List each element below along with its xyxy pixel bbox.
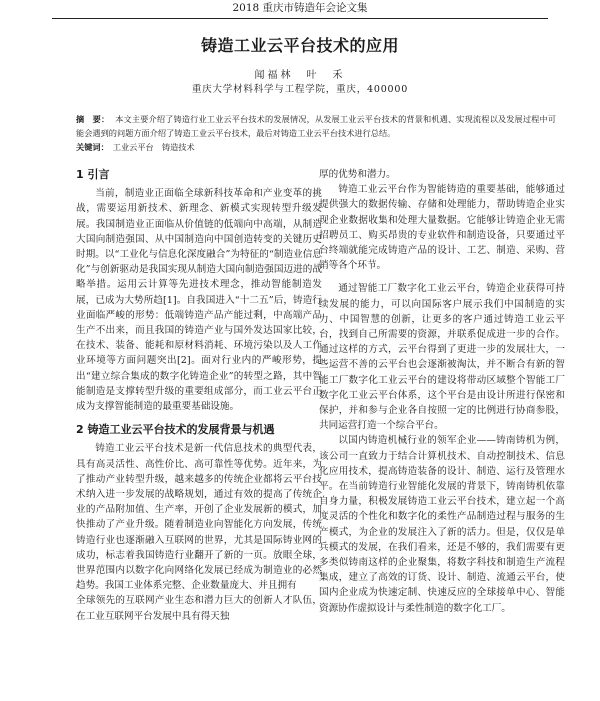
paragraph: 通过智能工厂数字化工业云平台，铸造企业获得可持续发展的能力，可以向国际客户展示我们中国制造的实力、中国智慧的创新，让更多的客户通过铸造工业云平台，找到自己所需要的资源，并联系促成进一步的合作。通过这样的方式，云平台得到了更进一步的发展壮大，一些运营不善的云平台也会逐渐被淘汰，并不断合有新的智能工厂数字化工业云平台的建设将带动区域整个智能工厂数字化工业云平台体系，这个平台是由设计所进行保密和保护，并和参与企业各自按照一定的比例进行协商参股，共同运营打造一个综合平台。 [319, 283, 565, 432]
keywords-text: 工业云平台 铸造技术 [112, 142, 195, 152]
author-list: 闻福林 叶 禾 [254, 70, 346, 81]
paragraph: 铸造工业云平台作为智能铸造的重要基础，能够通过提供强大的数据传输、存储和处理能力，帮助铸造企业实现企业数据收集和处理大量数据。它能够让铸造企业无需招聘员工、购买昂贵的专业软件和制造设备，只要通过平台终端就能完成铸造产品的设计、工艺、制造、采购、营销等各个环节。 [319, 184, 565, 272]
abstract-text: 本文主要介绍了铸造行业工业云平台技术的发展情况，从发展工业云平台技术的背景和机遇、实现流程以及发展过程中可能会遇到的问题方面介绍了铸造工业云平台技术，最后对铸造工业云平台技术进行总结。 [76, 114, 556, 138]
keywords [76, 141, 556, 153]
abstract-label: 摘 要： [76, 114, 110, 124]
paper-title: 铸造工业云平台技术的应用 [200, 36, 399, 55]
abstract [76, 112, 556, 140]
right-column [319, 167, 565, 616]
section-heading-intro: 1 引言 [76, 168, 110, 181]
section-heading-background: 2 铸造工业云平台技术的发展背景与机遇 [76, 423, 275, 437]
paragraph: 厚的优势和潜力。 [319, 169, 396, 180]
paragraph: 全球领先的互联网产业生态和潜力巨大的创新人才队伍，在工业互联网平台发展中具有得天独 [76, 595, 322, 622]
journal-header [0, 0, 600, 22]
paragraph: 当前，制造业正面临全球新科技革命和产业变革的挑战，需要运用新技术、新理念、新模式实现转型升级发展。我国制造业正面临从价值链的低端向中高端，从制造大国向制造强国、从中国制造向中国创造转变的关键历史时期。以“工业化与信息化深度融合”为特征的“制造业信息化”与创新驱动是我国实现从制造大国向制造强国迈进的战略举措。运用云计算等先进技术理念，推动智能制造发展，已成为大势所趋[1]。自我国进入“十二五”后，铸造行业面临严峻的形势：低端铸造产品产能过剩，中高端产品生产不出来，而且我国的铸造产业与国外发达国家比较，在技术、装备、能耗和原材料消耗、环境污染以及人工作业环境等方面问题突出[2]。面对行业内的严峻形势，提出“建立综合集成的数字化铸造企业”的转型之路，其中智能制造是支撑转型升级的重要组成部分，而工业云平台正成为支撑智能制造的最重要基础设施。 [76, 188, 322, 413]
affiliation: 重庆大学材料科学与工程学院，重庆，400000 [191, 84, 409, 95]
left-column [76, 167, 322, 624]
header-text: 2018 重庆市铸造年会论文集 [232, 2, 368, 14]
paragraph: 以国内铸造机械行业的领军企业——铸南铸机为例，该公司一直致力于结合计算机技术、自动控制技术、信息化应用技术，提高铸造装备的设计、制造、运行及管理水平。在当前铸造行业智能化发展的背景下，铸南铸机依靠自身力量，积极发展铸造工业云平台技术，建立起一个高度灵活的个性化和数字化的柔性产品制造过程与服务的生产模式，为企业的发展注入了新的活力。但是，仅仅是单兵模式的发展，在我们看来，还是不够的，我们需要有更多类似铸南这样的企业聚集，将数字科技和制造生产流程集成，建立了高效的订货、设计、制造、流通云平台，使国内企业成为快速定制、快速反应的全球接单中心、智能资源协作虚拟设计与柔性制造的数字化工厂。 [319, 435, 565, 614]
keywords-label: 关键词： [76, 142, 109, 152]
paragraph: 铸造工业云平台技术是新一代信息技术的典型代表，具有高灵活性、高性价比、高可靠性等优势。近年来，为了推动产业转型升级，越来越多的传统企业都将云平台技术纳入进一步发展的战略规划，通过有效的提高了传统企业的产品附加值、生产率，开创了企业发展新的模式，加快推动了产业升级。随着制造业向智能化方向发展，传统铸造行业也逐渐融入互联网的世界，尤其是国际铸业网的成功，标志着我国铸造行业翻开了新的一页。放眼全球，世界范围内以数字化向网络化发展已经成为制造业的必然趋势。我国工业体系完整、企业数量庞大、并且拥有 [76, 443, 322, 592]
header-rule [52, 18, 548, 19]
